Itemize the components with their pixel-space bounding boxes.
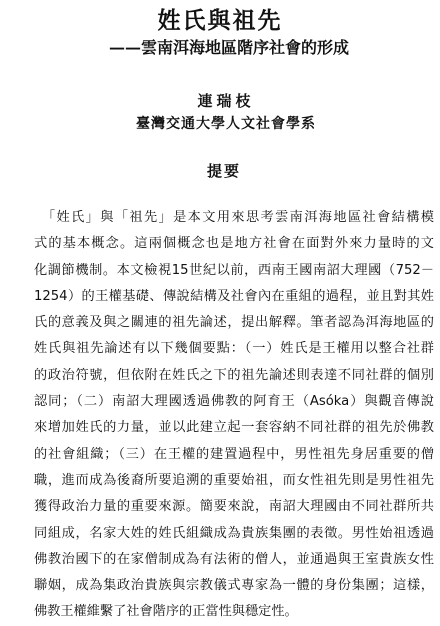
abstract-line: 認同；（二）南詔大理國透過佛教的阿育王（Asóka）與觀音傳說 [34, 394, 434, 410]
abstract-line: 佛教治國下的在家僧制成為有法術的僧人，並通過與王室貴族女性 [34, 551, 434, 567]
author-name: 連瑞枝 [197, 92, 255, 110]
abstract-line: 「姓氏」與「祖先」是本文用來思考雲南洱海地區社會結構模 [34, 210, 434, 225]
abstract-heading: 提要 [206, 162, 241, 180]
paper-title: 姓氏與祖先 [157, 7, 283, 34]
abstract-line: 來增加姓氏的力量，並以此建立起一套容納不同社群的祖先於佛教 [34, 420, 434, 436]
abstract-line: 1254）的王權基礎、傳說結構及社會內在重組的過程，並且對其姓 [34, 288, 434, 304]
abstract-line: 同組成，名家大姓的姓氏組織成為貴族集團的表徵。男性始祖透過 [34, 525, 434, 541]
abstract-line: 氏的意義及與之關連的祖先論述，提出解釋。筆者認為洱海地區的 [34, 315, 434, 331]
author-affiliation: 臺灣交通大學人文社會學系 [136, 116, 316, 132]
abstract-line: 式的基本概念。這兩個概念也是地方社會在面對外來力量時的文 [34, 236, 434, 252]
abstract-line: 聯姻，成為集政治貴族與宗教儀式專家為一體的身份集團；這樣， [34, 578, 434, 594]
abstract-line: 的社會組織；（三）在王權的建置過程中，男性祖先身居重要的僧 [34, 446, 434, 462]
paper-subtitle: ——雲南洱海地區階序社會的形成 [108, 38, 349, 57]
abstract-line: 化調節機制。本文檢視15世紀以前，西南王國南詔大理國（752－ [34, 262, 434, 278]
abstract-line: 的政治符號，但依附在姓氏之下的祖先論述則表達不同社群的個別 [34, 367, 434, 383]
abstract-line: 獲得政治力量的重要來源。簡要來說，南詔大理國由不同社群所共 [34, 499, 434, 515]
abstract-body [34, 205, 434, 626]
abstract-line: 職，進而成為後裔所要追溯的重要始祖，而女性祖先則是男性祖先 [34, 472, 434, 488]
abstract-line: 姓氏與祖先論述有以下幾個要點：（一）姓氏是王權用以整合社群 [34, 341, 434, 357]
abstract-line: 佛教王權維繫了社會階序的正當性與穩定性。 [34, 604, 298, 620]
